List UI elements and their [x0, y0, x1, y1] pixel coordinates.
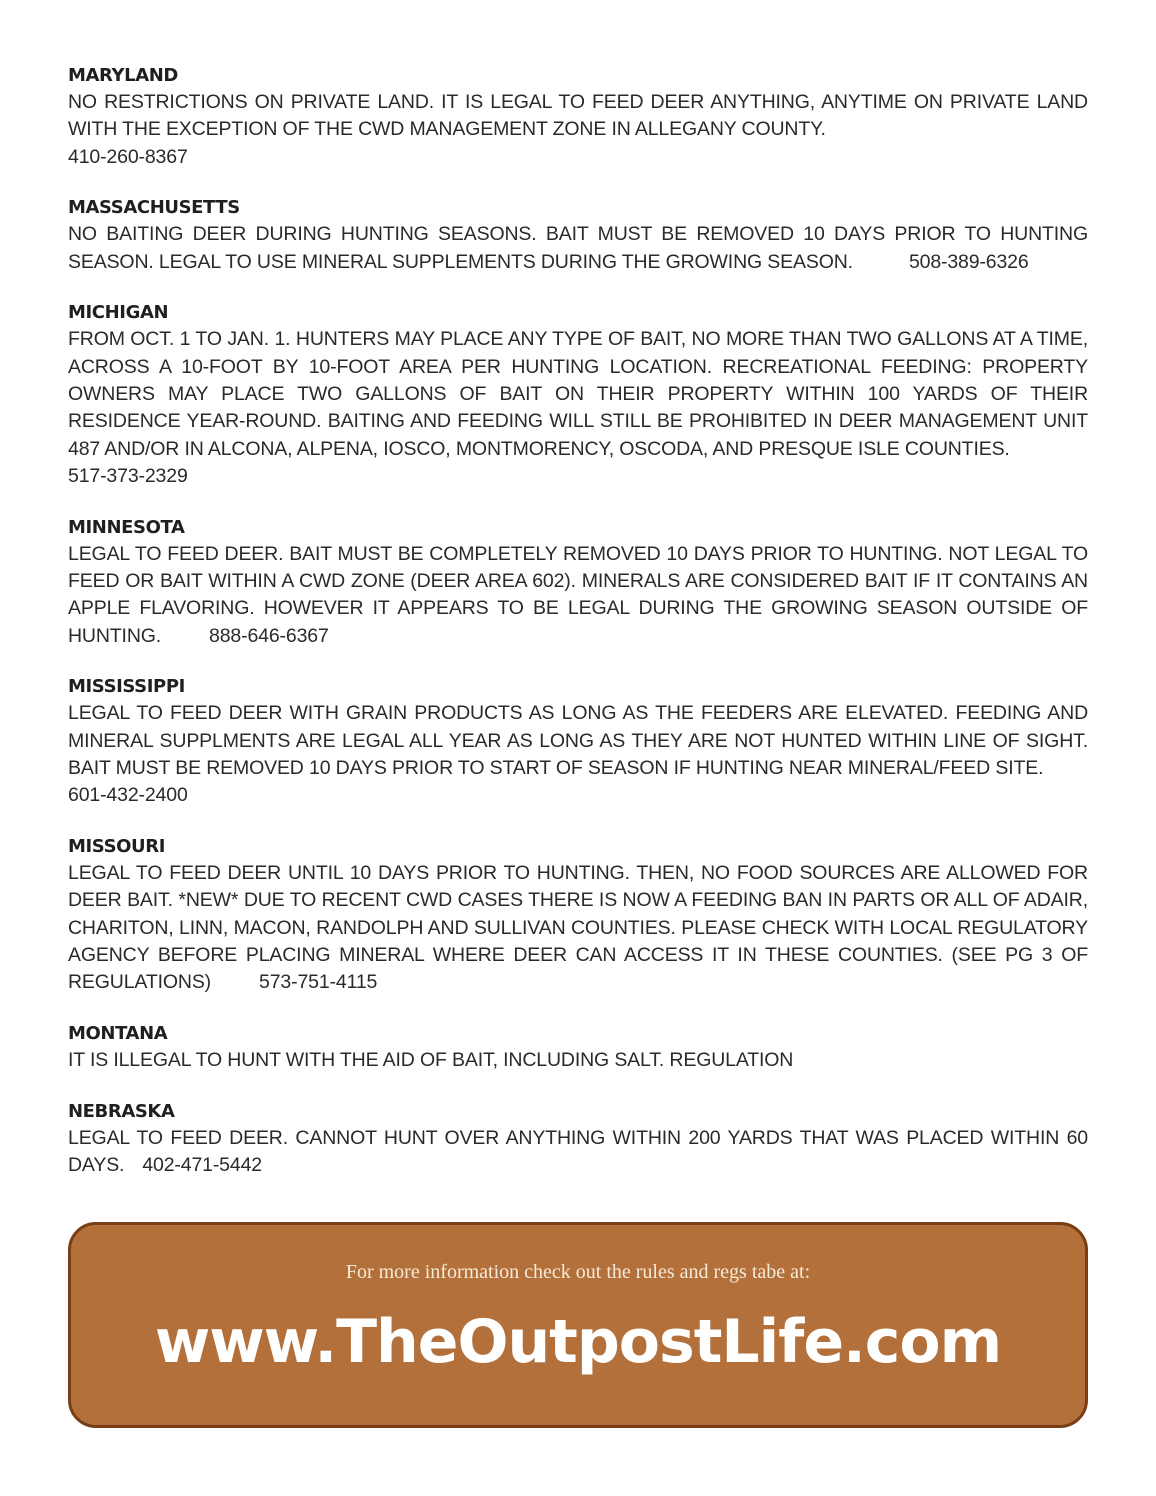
section-mississippi [68, 674, 1088, 809]
regulation-body: LEGAL TO FEED DEER WITH GRAIN PRODUCTS AS LONG AS THE FEEDERS ARE ELEVATED. FEEDING AND MINERAL SUPPLMENTS ARE LEGAL ALL YEAR AS LONG AS THEY ARE NOT HUNTED WITHIN LINE OF SIGHT. BAIT MUST BE REMOVED 10 DAYS PRIOR TO START OF SEASON IF HUNTING NEAR MINERAL/FEED SITE. [68, 702, 1088, 780]
regulation-text [68, 1047, 1088, 1074]
regulation-body: LEGAL TO FEED DEER. CANNOT HUNT OVER ANYTHING WITHIN 200 YARDS THAT WAS PLACED WITHIN 60 DAYS. [68, 1126, 1088, 1177]
regulation-text [68, 860, 1088, 996]
banner-caption: For more information check out the rules and regs tabe at: [345, 1261, 811, 1283]
phone-number: 508-389-6326 [908, 250, 1029, 273]
section-maryland [68, 63, 1088, 171]
phone-number: 410-260-8367 [68, 145, 188, 168]
phone-number: 573-751-4115 [259, 971, 378, 994]
section-nebraska [68, 1099, 1088, 1180]
state-heading: MONTANA [68, 1023, 168, 1045]
regulation-body: FROM OCT. 1 TO JAN. 1. HUNTERS MAY PLACE ANY TYPE OF BAIT, NO MORE THAN TWO GALLONS AT A TIME, ACROSS A 10-FOOT BY 10-FOOT AREA PER HUNTING LOCATION. RECREATIONAL FEEDING: PROPERTY OWNERS MAY PLACE TWO GALLONS OF BAIT ON THEIR PROPERTY WITHIN 100 YARDS OF THEIR RESIDENCE YEAR-ROUND. BAITING AND FEEDING WILL STILL BE PROHIBITED IN DEER MANAGEMENT UNIT 487 AND/OR IN ALCONA, ALPENA, IOSCO, MONTMORENCY, OSCODA, AND PRESQUE ISLE COUNTIES. [68, 328, 1088, 460]
state-heading: NEBRASKA [68, 1100, 175, 1122]
regulation-body: NO BAITING DEER DURING HUNTING SEASONS. BAIT MUST BE REMOVED 10 DAYS PRIOR TO HUNTING SEASON. LEGAL TO USE MINERAL SUPPLEMENTS DURING THE GROWING SEASON. [68, 223, 1088, 273]
regulation-body: LEGAL TO FEED DEER UNTIL 10 DAYS PRIOR TO HUNTING. THEN, NO FOOD SOURCES ARE ALLOWED FOR DEER BAIT. *NEW* DUE TO RECENT CWD CASES THERE IS NOW A FEEDING BAN IN PARTS OR ALL OF ADAIR, CHARITON, LINN, MACON, RANDOLPH AND SULLIVAN COUNTIES. PLEASE CHECK WITH LOCAL REGULATORY AGENCY BEFORE PLACING MINERAL WHERE DEER CAN ACCESS IT IN THESE COUNTIES. (SEE PG 3 OF REGULATIONS) [68, 862, 1088, 994]
section-montana [68, 1021, 1088, 1074]
regulation-text [68, 221, 1088, 276]
regulation-text [68, 89, 1088, 171]
regulation-text [68, 700, 1088, 809]
section-minnesota [68, 515, 1088, 650]
phone-number: 402-471-5442 [142, 1154, 262, 1177]
phone-number: 601-432-2400 [68, 784, 188, 807]
info-banner [68, 1222, 1088, 1428]
state-heading: MINNESOTA [68, 516, 185, 538]
regulation-text [68, 326, 1088, 490]
website-url[interactable]: www.TheOutpostLife.com [154, 1307, 1002, 1377]
regulations-list [68, 62, 1088, 1204]
state-heading: MARYLAND [68, 65, 178, 86]
phone-number: 517-373-2329 [68, 464, 188, 487]
regulation-text [68, 1125, 1088, 1180]
regulation-body: IT IS ILLEGAL TO HUNT WITH THE AID OF BAIT, INCLUDING SALT. REGULATION [68, 1049, 794, 1072]
section-massachusetts [68, 195, 1088, 276]
state-heading: MISSOURI [68, 836, 166, 858]
regulation-body: LEGAL TO FEED DEER. BAIT MUST BE COMPLETELY REMOVED 10 DAYS PRIOR TO HUNTING. NOT LEGAL TO FEED OR BAIT WITHIN A CWD ZONE (DEER AREA 602). MINERALS ARE CONSIDERED BAIT IF IT CONTAINS AN APPLE FLAVORING. HOWEVER IT APPEARS TO BE LEGAL DURING THE GROWING SEASON OUTSIDE OF HUNTING. [68, 542, 1088, 647]
regulation-body: NO RESTRICTIONS ON PRIVATE LAND. IT IS LEGAL TO FEED DEER ANYTHING, ANYTIME ON PRIVATE LAND WITH THE EXCEPTION OF THE CWD MANAGEMENT ZONE IN ALLEGANY COUNTY. [68, 91, 1088, 141]
section-michigan [68, 300, 1088, 490]
state-heading: MISSISSIPPI [68, 676, 185, 698]
regulation-text [68, 541, 1088, 650]
phone-number: 888-646-6367 [209, 624, 329, 647]
section-missouri [68, 834, 1088, 996]
state-heading: MASSACHUSETTS [68, 197, 240, 219]
state-heading: MICHIGAN [68, 302, 169, 324]
